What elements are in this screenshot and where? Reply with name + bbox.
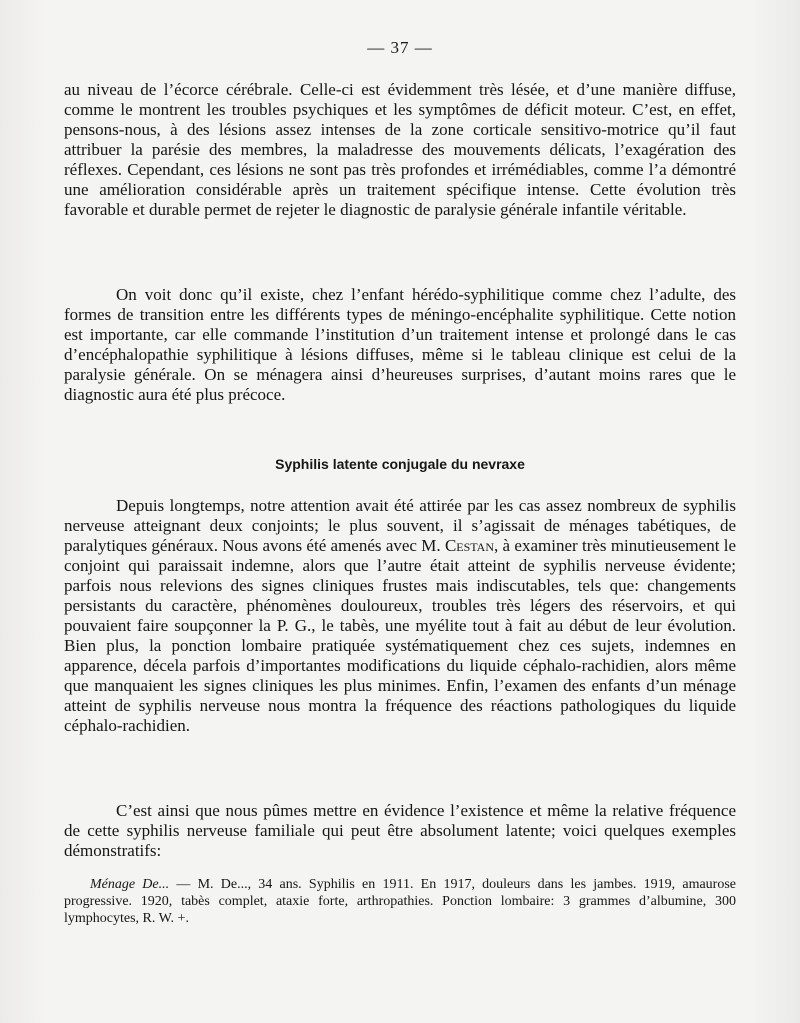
case-note (64, 876, 736, 927)
section-heading: Syphilis latente conjugale du nevraxe (275, 456, 525, 472)
paragraph-1: au niveau de l’écorce cérébrale. Celle-ci est évidemment très lésée, et d’une manière diffuse, comme le montrent les troubles psychiques et les symptômes de déficit moteur. C’est, en effet, pensons-nous, à des lésions assez intenses de la zone corticale sensitivo-motrice qu’il faut attribuer la parésie des membres, la maladresse des mouvements délicats, l’exagération des réflexes. Cependant, ces lésions ne sont pas très profondes et irrémédiables, comme l’a démontré une amélioration considérable après un traitement spécifique intense. Cette évolution très favorable et durable permet de rejeter le diagnostic de paralysie générale infantile véritable. (64, 80, 736, 219)
paragraph-2: On voit donc qu’il existe, chez l’enfant hérédo-syphilitique comme chez l’adulte, des formes de transition entre les différents types de méningo-encéphalite syphilitique. Cette notion est importante, car elle commande l’institution d’un traitement intense et prolongé dans le cas d’encéphalopathie syphilitique à lésions diffuses, même si le tableau clinique est celui de la paralysie générale. On se ménagera ainsi d’heureuses surprises, d’autant moins rares que le diagnostic aura été plus précoce. (64, 285, 736, 404)
paragraph-3 (64, 496, 736, 736)
page-number: — 37 — (367, 38, 433, 57)
paragraph-4: C’est ainsi que nous pûmes mettre en évidence l’existence et même la relative fréquence de cette syphilis nerveuse familiale qui peut être absolument latente; voici quelques exemples démonstratifs: (64, 801, 736, 860)
author-name-cestan: Cestan (444, 536, 494, 555)
case-note-text: — M. De..., 34 ans. Syphilis en 1911. En 1917, douleurs dans les jambes. 1919, amaurose progressive. 1920, tabès complet, ataxie forte, arthropathies. Ponction lombaire: 3 grammes d’albumine, 300 lymphocytes, R. W. +. (64, 877, 736, 926)
paragraph-3-text-start: Depuis longtemps, notre attention avait été attirée par les cas assez nombreux de syphilis nerveuse atteignant deux conjoints; le plus souvent, il s’agissait de ménages tabétiques, de paralytiques généraux. Nous avons été amenés avec M. (64, 496, 736, 555)
paragraph-3-text-end: , à examiner très minutieusement le conjoint qui paraissait indemne, alors que l’autre était atteint de syphilis nerveuse évidente; parfois nous relevions des signes cliniques frustes mais indiscutables, tels que: changements persistants du caractère, phénomènes douloureux, troubles très légers des réservoirs, et qui pouvaient faire soupçonner la P. G., le tabès, une myélite tout à fait au début de leur évolution. Bien plus, la ponction lombaire pratiquée systématiquement chez ces sujets, indemnes en apparence, décela parfois d’importantes modifications du liquide céphalo-rachidien, alors même que manquaient les signes cliniques les plus minimes. Enfin, l’examen des enfants d’un ménage atteint de syphilis nerveuse nous montra la fréquence des réactions pathologiques du liquide céphalo-rachidien. (64, 536, 736, 735)
case-note-title: Ménage De... (90, 877, 170, 892)
